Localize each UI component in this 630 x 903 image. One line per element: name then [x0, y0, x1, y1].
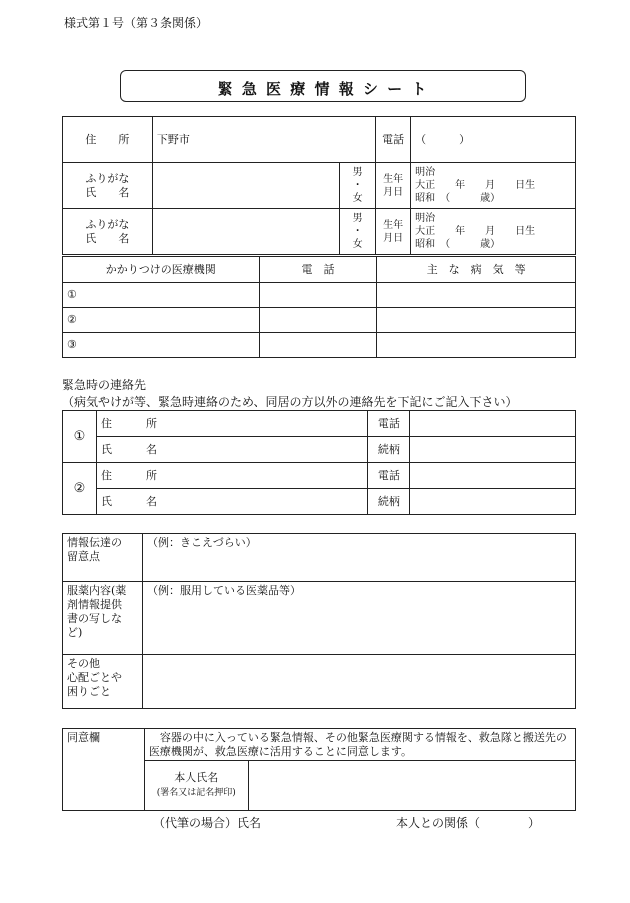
info-label-2: 服薬内容(薬 剤情報提供 書の写しな ど) [63, 582, 143, 655]
emergency-heading: 緊急時の連絡先 [62, 378, 147, 392]
contact-phone-label-2: 電話 [368, 463, 410, 489]
contact-address-2[interactable]: 住 所 [96, 463, 367, 489]
emergency-table [62, 410, 576, 515]
contact-relation-label-1: 続柄 [368, 437, 410, 463]
contact-relation-field-2[interactable] [410, 489, 576, 515]
birth-label-2: 生年 月日 [376, 209, 411, 255]
info-table [62, 533, 576, 709]
contact-num-2: ② [63, 463, 97, 515]
contact-phone-label-1: 電話 [368, 411, 410, 437]
disease-field-2[interactable] [377, 308, 576, 333]
info-label-1: 情報伝達の 留意点 [63, 534, 143, 582]
consent-table [62, 728, 576, 811]
info-field-2[interactable]: （例：服用している医薬品等） [142, 582, 575, 655]
proxy-label: （代筆の場合）氏名 [153, 816, 262, 830]
name-field-2[interactable] [152, 209, 339, 255]
disease-field-1[interactable] [377, 283, 576, 308]
disease-field-3[interactable] [377, 333, 576, 358]
name-label-1: ふりがな 氏 名 [63, 163, 153, 209]
contact-address-1[interactable]: 住 所 [96, 411, 367, 437]
contact-relation-field-1[interactable] [410, 437, 576, 463]
name-field-1[interactable] [152, 163, 339, 209]
birth-field-1[interactable]: 明治 大正 年 月 日生 昭和 （ 歳） [411, 163, 576, 209]
signer-field[interactable] [248, 761, 575, 811]
contact-name-2[interactable]: 氏 名 [96, 489, 367, 515]
clinic-phone-header: 電 話 [259, 257, 377, 283]
contact-num-1: ① [63, 411, 97, 463]
info-label-3: その他 心配ごとや 困りごと [63, 655, 143, 709]
form-id: 様式第１号（第３条関係） [64, 16, 209, 30]
address-field[interactable]: 下野市 [152, 117, 375, 163]
clinic-header: かかりつけの医療機関 [63, 257, 260, 283]
contact-relation-label-2: 続柄 [368, 489, 410, 515]
clinic-field-2[interactable]: ② [63, 308, 260, 333]
relation-label: 本人との関係（ ） [396, 816, 541, 830]
address-label: 住 所 [63, 117, 153, 163]
consent-label: 同意欄 [63, 729, 145, 811]
name-label-2: ふりがな 氏 名 [63, 209, 153, 255]
gender-select-2[interactable]: 男 ・ 女 [340, 209, 376, 255]
clinic-field-1[interactable]: ① [63, 283, 260, 308]
clinic-phone-field-3[interactable] [259, 333, 377, 358]
phone-label: 電話 [376, 117, 411, 163]
contact-phone-field-1[interactable] [410, 411, 576, 437]
emergency-note: （病気やけが等、緊急時連絡のため、同居の方以外の連絡先を下記にご記入下さい） [62, 395, 518, 409]
contact-phone-field-2[interactable] [410, 463, 576, 489]
signer-label: 本人氏名 (署名又は記名押印) [144, 761, 248, 811]
phone-field[interactable]: （ ） [411, 117, 576, 163]
medical-table [62, 256, 576, 358]
birth-field-2[interactable]: 明治 大正 年 月 日生 昭和 （ 歳） [411, 209, 576, 255]
info-field-3[interactable] [142, 655, 575, 709]
disease-header: 主 な 病 気 等 [377, 257, 576, 283]
gender-select-1[interactable]: 男 ・ 女 [340, 163, 376, 209]
clinic-field-3[interactable]: ③ [63, 333, 260, 358]
contact-name-1[interactable]: 氏 名 [96, 437, 367, 463]
page-title: 緊 急 医 療 情 報 シ ー ト [217, 80, 429, 98]
clinic-phone-field-1[interactable] [259, 283, 377, 308]
birth-label-1: 生年 月日 [376, 163, 411, 209]
clinic-phone-field-2[interactable] [259, 308, 377, 333]
info-field-1[interactable]: （例：きこえづらい） [142, 534, 575, 582]
person-table [62, 116, 576, 255]
consent-text: 容器の中に入っている緊急情報、その他緊急医療関する情報を、救急隊と搬送先の医療機関が、救急医療に活用することに同意します。 [144, 729, 575, 761]
